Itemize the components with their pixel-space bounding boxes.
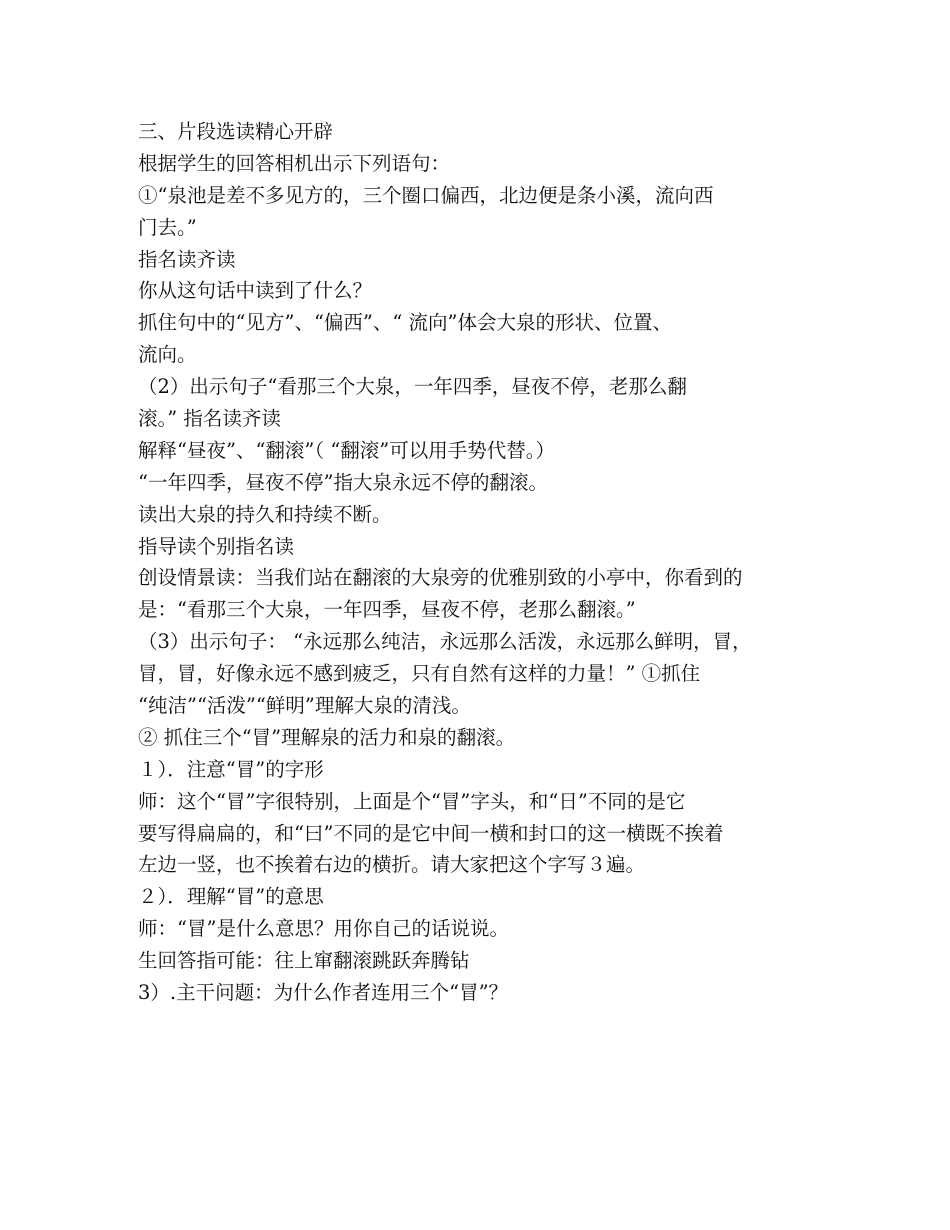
text-line: ２）．理解“冒”的意思 [138, 885, 324, 909]
section-heading: 三、片段选读精心开辟 [138, 120, 334, 143]
text-line: （3）出示句子： “永远那么纯洁，永远那么活泼，永远那么鲜明，冒， [138, 630, 752, 654]
text-line: 师：这个“冒”字很特别，上面是个“冒”字头，和“日”不同的是它 [138, 789, 686, 813]
document-page [138, 116, 828, 1009]
text-line: 是：“看那三个大泉，一年四季，昼夜不停，老那么翻滚。” [138, 598, 636, 622]
text-line: 根据学生的回答相机出示下列语句： [138, 151, 451, 175]
text-line: 读出大泉的持久和持续不断。 [138, 502, 392, 526]
text-line: ② 抓住三个“冒”理解泉的活力和泉的翻滚。 [138, 725, 516, 749]
text-line: 生回答指可能：往上窜翻滚跳跃奔腾钻 [138, 949, 470, 973]
text-line: １）．注意“冒”的字形 [138, 757, 324, 781]
text-line: 解释“昼夜”、“翻滚”（ “翻滚”可以用手势代替。） [138, 438, 556, 462]
text-line: 门去。” [138, 215, 197, 239]
text-line: 冒，冒，好像永远不感到疲乏，只有自然有这样的力量！” ①抓住 [138, 662, 701, 686]
text-line: 创设情景读：当我们站在翻滚的大泉旁的优雅别致的小亭中，你看到的 [138, 566, 743, 590]
text-line: 流向。 [138, 343, 197, 367]
text-line: 指名读齐读 [138, 247, 236, 271]
text-line: 要写得扁扁的，和“曰”不同的是它中间一横和封口的这一横既不挨着 [138, 821, 724, 845]
text-line: 师：“冒”是什么意思？用你自己的话说说。 [138, 917, 509, 941]
text-line: 3）.主干问题：为什么作者连用三个“冒”？ [138, 981, 509, 1005]
text-line: 你从这句话中读到了什么？ [138, 279, 373, 303]
text-line: （2）出示句子“看那三个大泉，一年四季，昼夜不停，老那么翻 [138, 375, 687, 399]
text-line: 左边一竖，也不挨着右边的横折。请大家把这个字写３遍。 [138, 853, 646, 877]
text-line: 指导读个别指名读 [138, 534, 295, 558]
text-line: “纯洁”“活泼”“鲜明”理解大泉的清浅。 [138, 694, 471, 718]
text-line: 滚。” 指名读齐读 [138, 407, 281, 431]
text-line: “一年四季，昼夜不停”指大泉永远不停的翻滚。 [138, 470, 548, 494]
text-line: 抓住句中的“见方”、“偏西”、“ 流向”体会大泉的形状、位置、 [138, 311, 673, 335]
text-line: ①“泉池是差不多见方的，三个圈口偏西，北边便是条小溪，流向西 [138, 183, 714, 207]
